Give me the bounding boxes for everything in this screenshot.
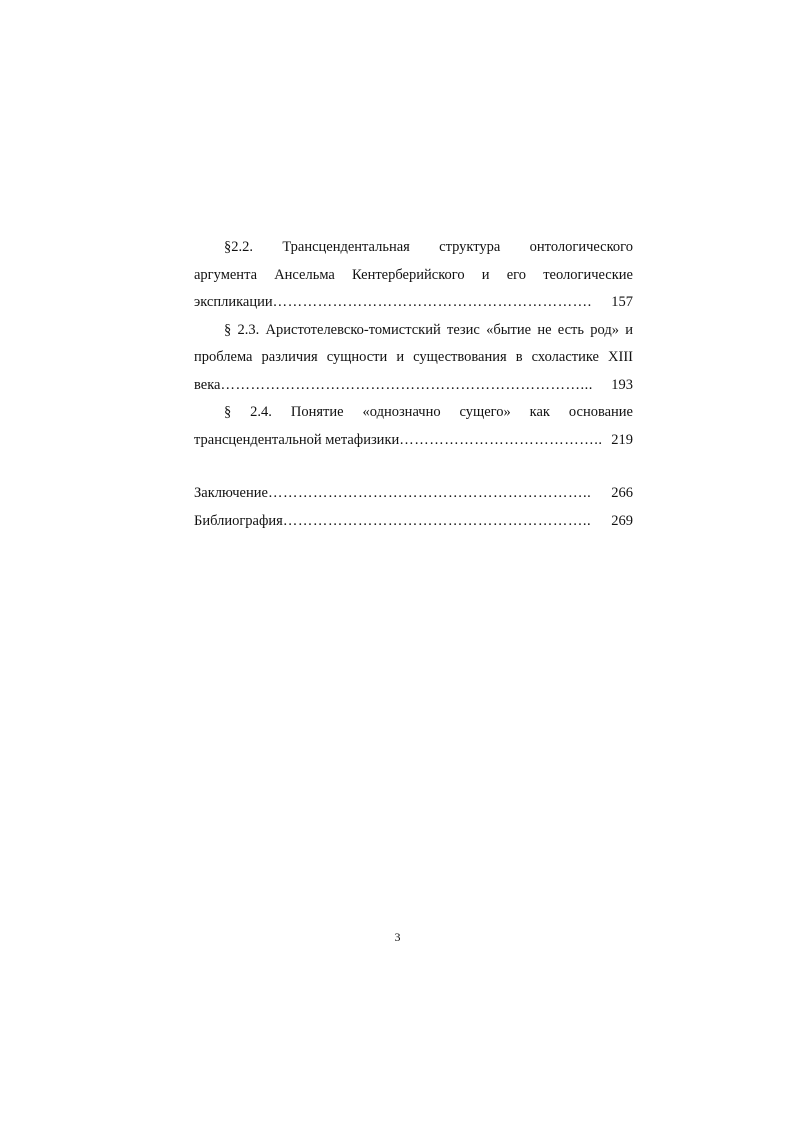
page-number: 3 (394, 930, 401, 944)
toc-leader-dots: ………………………………….. (399, 431, 603, 448)
toc-entry-2-3-line-1: § 2.3. Аристотелевско-томистский тезис «бытие не есть род» и (224, 321, 633, 338)
toc-page-number: 269 (611, 512, 633, 529)
toc-entry-conclusion (194, 480, 633, 508)
toc-entry-2-3-line-2: проблема различия сущности и существования в схоластике XIII (194, 349, 633, 365)
toc-leader-dots: ………………………………………………………………... (220, 376, 593, 393)
toc-entry-2-3-line-3 (194, 372, 633, 400)
toc-entry-text: Библиография (194, 512, 283, 529)
toc-entry-2-2-line-2: аргумента Ансельма Кентерберийского и его теологические (194, 266, 633, 283)
toc-page-number: 266 (611, 485, 633, 501)
toc-entry-2-2-line-3 (194, 289, 633, 317)
toc-entry-bibliography (194, 508, 633, 536)
toc-page-number: 157 (611, 294, 633, 310)
toc-leader-dots: ……………………………………………………….. (267, 485, 592, 501)
toc-spacer (194, 454, 633, 480)
toc-page-number: 193 (611, 376, 633, 393)
toc-entry-2-2-line-1: §2.2. Трансцендентальная структура онтологического (224, 239, 633, 255)
toc-entry-2-4-line-2 (194, 427, 633, 455)
toc-leader-dots: ………………………………………………………. (272, 294, 592, 310)
toc-page-number: 219 (611, 431, 633, 448)
toc-entry-2-4-line-1: § 2.4. Понятие «однозначно сущего» как основание (224, 404, 633, 420)
table-of-contents (194, 234, 633, 535)
toc-entry-text: Заключение (194, 485, 268, 501)
toc-entry-text: века (194, 376, 221, 393)
toc-entry-text: трансцендентальной метафизики (194, 431, 400, 448)
toc-entry-text: экспликации (194, 294, 273, 310)
toc-leader-dots: …………………………………………………….. (282, 512, 592, 529)
